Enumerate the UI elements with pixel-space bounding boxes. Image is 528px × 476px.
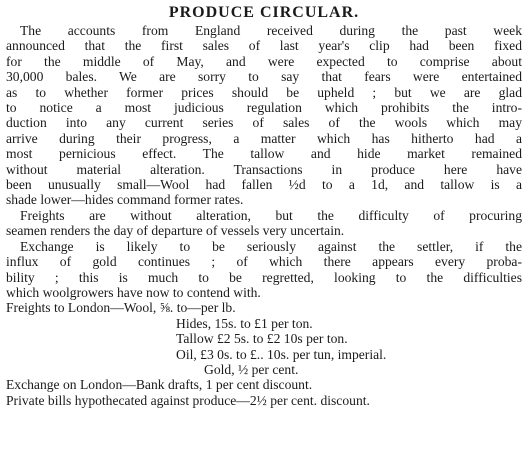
text-line: announced that the first sales of last year's clip had been fixed — [6, 38, 522, 54]
rate-hides: Hides, 15s. to £1 per ton. — [176, 315, 313, 331]
text-line: duction into any current series of sales of the wools which may — [6, 115, 522, 131]
text-line: which woolgrowers have now to contend with. — [6, 284, 261, 300]
paragraph-market-report — [6, 23, 522, 208]
text-line: most pernicious effect. The tallow and hide market remained — [6, 146, 522, 162]
paragraph-exchange — [6, 239, 522, 301]
text-line: influx of gold continues ; of which there appears every proba- — [6, 254, 522, 270]
rate-exchange: Exchange on London—Bank drafts, 1 per cent discount. — [6, 377, 313, 393]
text-line: as to whether former prices should be upheld ; but we are glad — [6, 84, 522, 100]
rate-freights-wool: Freights to London—Wool, ⅝. to—per lb. — [6, 300, 236, 316]
text-line: been unusually small—Wool had fallen ½d to a 1d, and tallow is a — [6, 177, 522, 193]
rate-oil: Oil, £3 0s. to £.. 10s. per tun, imperial. — [176, 346, 387, 362]
text-line: The accounts from England received during the past week — [20, 23, 522, 38]
text-line: Freights are without alteration, but the difficulty of procuring — [20, 207, 522, 223]
text-line: shade lower—hides command former rates. — [6, 192, 244, 208]
text-line: bility ; this is much to be regretted, looking to the difficulties — [6, 269, 522, 285]
text-line: 30,000 bales. We are sorry to say that fears were entertained — [6, 69, 522, 85]
text-line: to notice a most judicious regulation which prohibits the intro- — [6, 100, 522, 116]
text-line: for the middle of May, and were expected to comprise about — [6, 53, 522, 69]
text-line: Exchange is likely to be seriously against the settler, if the — [20, 238, 522, 254]
rate-private-bills: Private bills hypothecated against produce—2½ per cent. discount. — [6, 392, 370, 408]
rate-gold: Gold, ½ per cent. — [204, 361, 299, 377]
text-line: arrive during their progress, a matter which has hitherto had a — [6, 130, 522, 146]
rate-tallow: Tallow £2 5s. to £2 10s per ton. — [176, 331, 348, 347]
text-line: without material alteration. Transactions in produce here have — [6, 161, 522, 177]
paragraph-freights — [6, 208, 522, 239]
rates-list — [6, 300, 522, 408]
text-line: seamen renders the day of departure of vessels very uncertain. — [6, 223, 345, 239]
article-heading: PRODUCE CIRCULAR. — [168, 4, 360, 21]
